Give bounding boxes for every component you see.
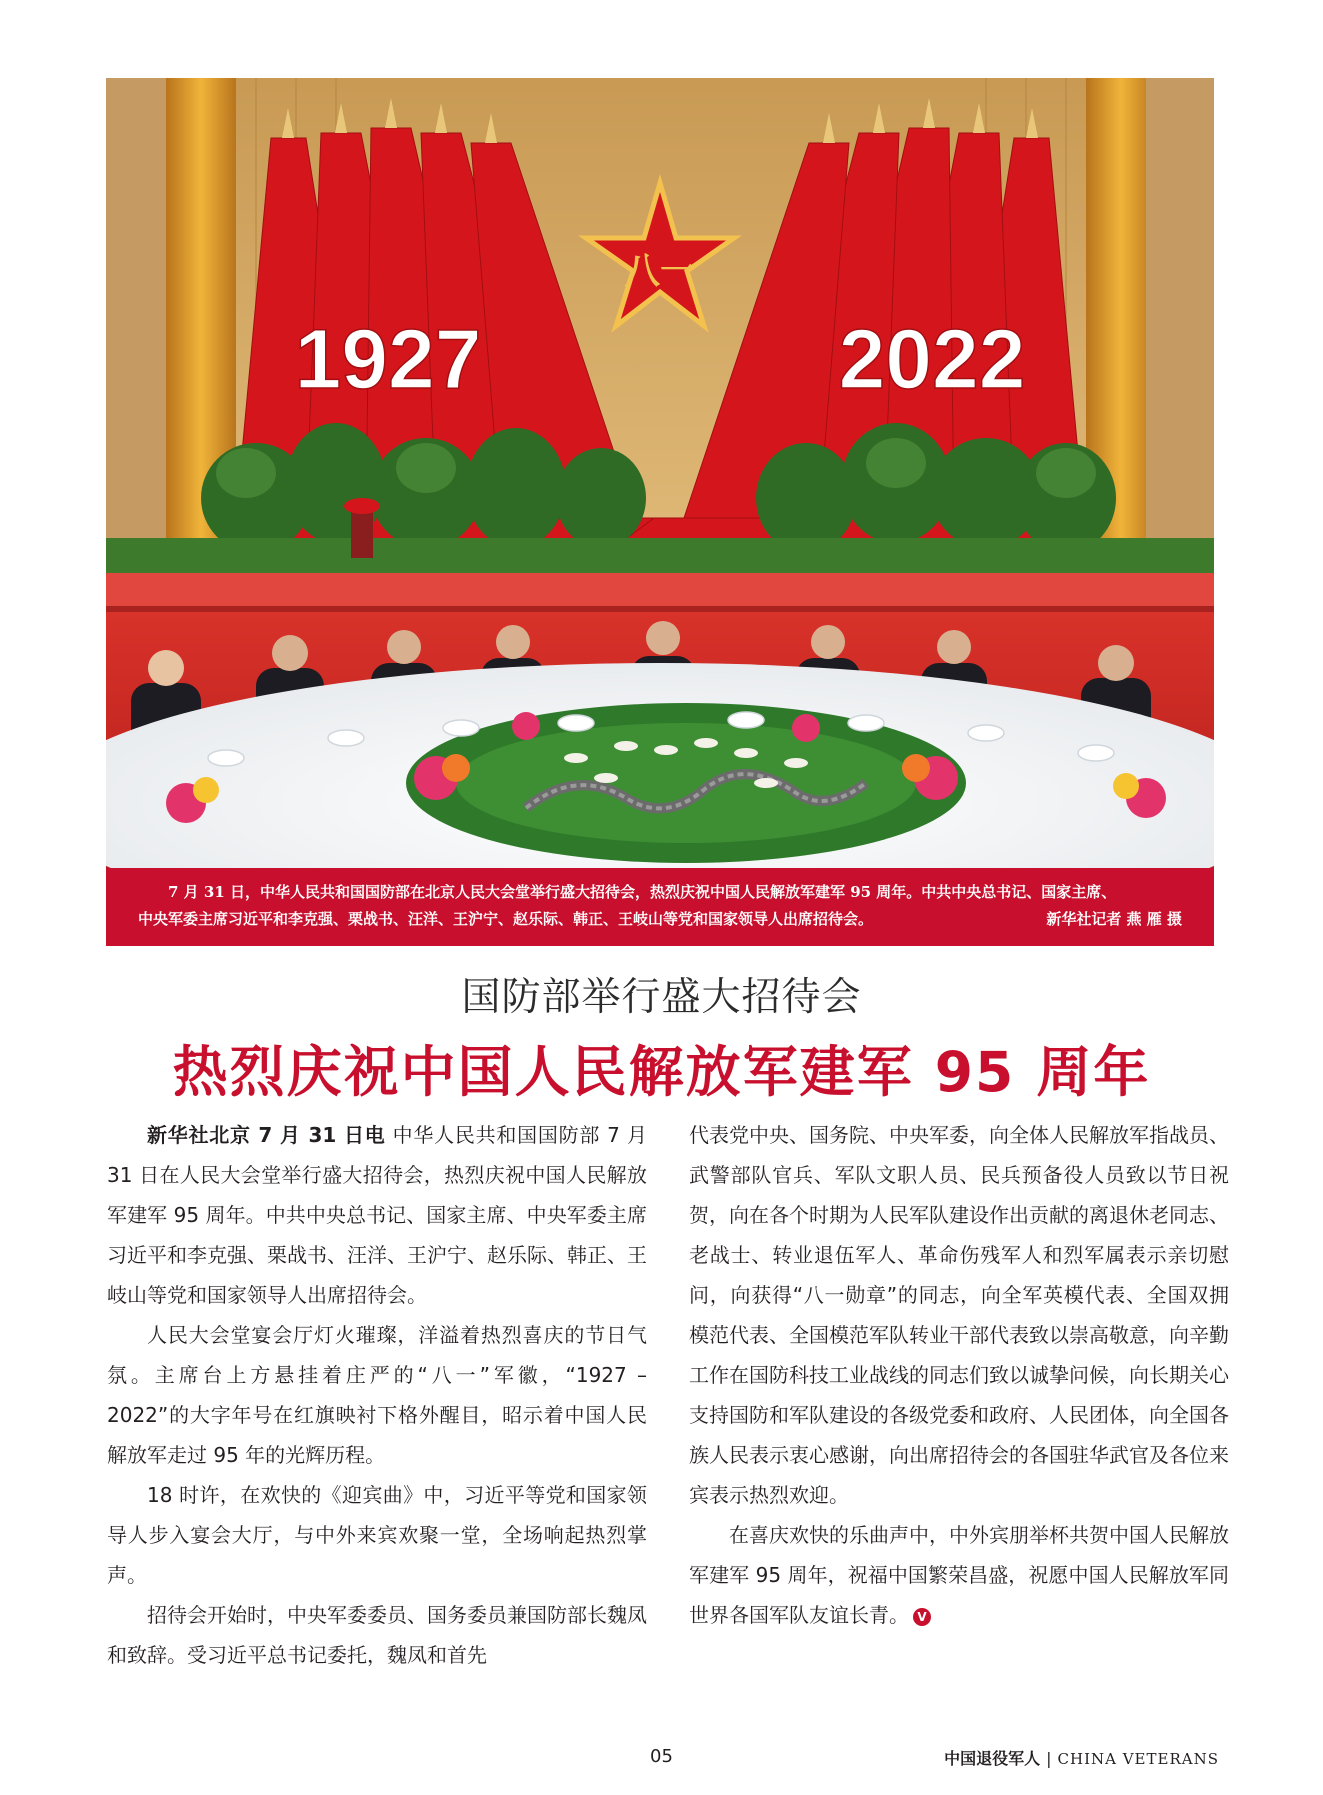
- caption-line-2-text: 中央军委主席习近平和李克强、栗战书、汪洋、王沪宁、赵乐际、韩正、王岐山等党和国家领导人出席招待会。: [138, 910, 874, 928]
- article-column-left: [107, 1115, 647, 1675]
- page-number: 05: [650, 1746, 673, 1767]
- article-paragraph-6: [689, 1515, 1229, 1635]
- article-column-right: [689, 1115, 1229, 1635]
- caption-line-1: 7 月 31 日，中华人民共和国国防部在北京人民大会堂举行盛大招待会，热烈庆祝中国人民解放军建军 95 周年。中共中央总书记、国家主席、: [168, 883, 1117, 901]
- paragraph-6-text: 在喜庆欢快的乐曲声中，中外宾朋举杯共贺中国人民解放军建军 95 周年，祝福中国繁荣昌盛，祝愿中国人民解放军同世界各国军队友谊长青。: [689, 1523, 1229, 1627]
- footer-brand: [944, 1746, 1219, 1769]
- article-paragraph-4: 招待会开始时，中央军委委员、国务委员兼国防部长魏凤和致辞。受习近平总书记委托，魏凤和首先: [107, 1603, 647, 1667]
- brand-chinese: 中国退役军人: [944, 1749, 1041, 1768]
- article-paragraph-3: 18 时许，在欢快的《迎宾曲》中，习近平等党和国家领导人步入宴会大厅，与中外来宾欢聚一堂，全场响起热烈掌声。: [107, 1483, 647, 1587]
- article-paragraph-1: [107, 1115, 647, 1315]
- paragraph-1-text: 中华人民共和国国防部 7 月 31 日在人民大会堂举行盛大招待会，热烈庆祝中国人民解放军建军 95 周年。中共中央总书记、国家主席、中央军委主席习近平和李克强、栗战书、汪洋、王沪宁、赵乐际、韩正、王岐山等党和国家领导人出席招待会。: [107, 1123, 647, 1307]
- year-right-numeral: 2022: [838, 312, 1026, 406]
- article-paragraph-5: 代表党中央、国务院、中央军委，向全体人民解放军指战员、武警部队官兵、军队文职人员、民兵预备役人员致以节日祝贺，向在各个时期为人民军队建设作出贡献的离退休老同志、老战士、转业退伍军人、革命伤残军人和烈军属表示亲切慰问，向获得“八一勋章”的同志，向全军英模代表、全国双拥模范代表、全国模范军队转业干部代表致以崇高敬意，向辛勤工作在国防科技工业战线的同志们致以诚挚问候，向长期关心支持国防和军队建设的各级党委和政府、人民团体，向全国各族人民表示衷心感谢，向出席招待会的各国驻华武官及各位来宾表示热烈欢迎。: [689, 1123, 1229, 1507]
- article-end-mark-icon: V: [913, 1608, 931, 1626]
- article-paragraph-2: 人民大会堂宴会厅灯火璀璨，洋溢着热烈喜庆的节日气氛。主席台上方悬挂着庄严的“八一”军徽，“1927 – 2022”的大字年号在红旗映衬下格外醒目，昭示着中国人民解放军走过 95 年的光辉历程。: [107, 1323, 647, 1467]
- article-headline: 热烈庆祝中国人民解放军建军 95 周年: [172, 1040, 1151, 1104]
- caption-line-2: [138, 906, 1182, 933]
- article-dateline: 新华社北京 7 月 31 日电: [147, 1123, 386, 1147]
- banquet-photo: [106, 78, 1214, 868]
- year-left-numeral: 1927: [294, 312, 482, 406]
- brand-english: CHINA VETERANS: [1057, 1750, 1219, 1768]
- svg-text:八一: 八一: [623, 251, 697, 292]
- brand-separator: |: [1046, 1749, 1052, 1768]
- article-subtitle: 国防部举行盛大招待会: [461, 975, 862, 1020]
- photo-credit: 新华社记者 燕 雁 摄: [1046, 910, 1182, 928]
- photo-caption: [106, 868, 1214, 946]
- banquet-scene: [106, 78, 1214, 868]
